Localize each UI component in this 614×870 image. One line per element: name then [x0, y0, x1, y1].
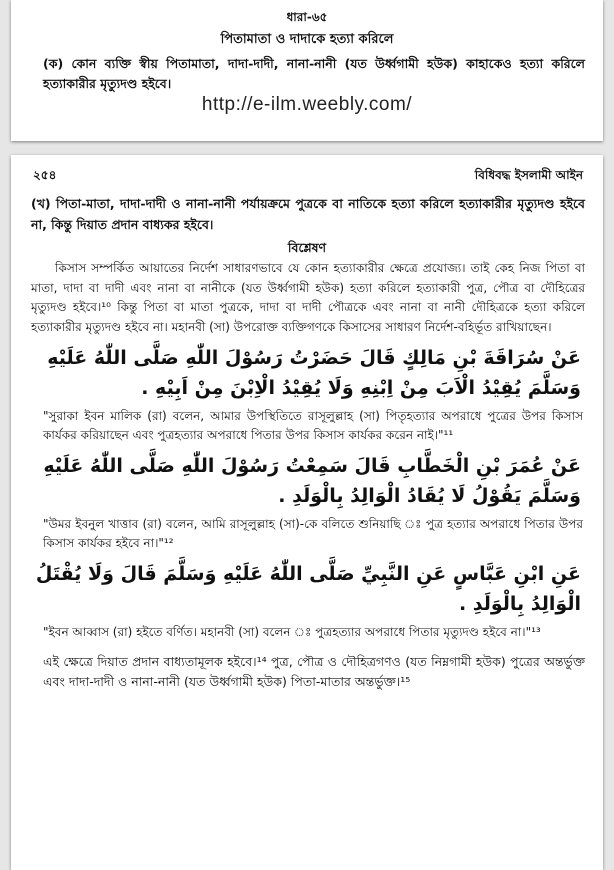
analysis-heading: বিশ্লেষণ — [287, 240, 327, 255]
page-header — [33, 167, 583, 187]
hadith-1-translation: "সুরাকা ইবন মালিক (রা) বলেন, আমার উপস্থিতিতে রাসূলুল্লাহ (সা) পিতৃহত্যার অপরাধে পুত্রের উপর কিসাস কার্যকর করিয়াছেন এবং পুত্রহত্যার অপরাধে পিতার উপর কিসাস কার্যকর করেন নাই।"¹¹ — [43, 409, 583, 442]
hadith-1-arabic: عَنْ سُرَاقَةَ بْنِ مَالِكٍ قَالَ حَضَرْتُ رَسُوْلَ اللّٰهِ صَلَّى اللّٰهُ عَلَيْهِ وَسَلَّمَ يُقِيْدُ الْاَبَ مِنْ اِبْنِهِ وَلَا يُقِيْدُ الْاِبْنَ مِنْ اَبِيْهِ . — [47, 347, 581, 399]
analysis-paragraph: কিসাস সম্পর্কিত আয়াতের নির্দেশ সাধারণভাবে যে কোন হত্যাকারীর ক্ষেত্রে প্রযোজ্য। তাই কেহ নিজ পিতা বা মাতা, দাদা বা দাদী এবং নানা বা নানীকে (যত উর্ধ্বগামী হউক) হত্যা করিলে হত্যাকারী পুত্র, পৌত্র বা দৌহিত্রের মৃত্যুদণ্ড হইবে।¹⁰ কিন্তু পিতা বা মাতা পুত্রকে, দাদা বা দাদী পৌত্রকে এবং নানা বা নানী দৌহিত্রকে হত্যা করিলে হত্যাকারীর মৃত্যুদণ্ড হইবে না। মহানবী (সা) উপরোক্ত ব্যক্তিগণকে কিসাসের সাধারণ নির্দেশ-বহির্ভূত রাখিয়াছেন। — [31, 261, 585, 334]
page-number: ২৫৪ — [33, 168, 57, 182]
top-page-card — [11, 0, 603, 141]
bottom-page-card — [11, 155, 603, 870]
clause-ka: (ক) কোন ব্যক্তি স্বীয় পিতামাতা, দাদা-দাদী, নানা-নানী (যত উর্ধ্বগামী হউক) কাহাকেও হত্যা করিলে হত্যাকারীর মৃত্যুদণ্ড হইবে। — [43, 56, 585, 91]
hadith-3-arabic: عَنِ ابْنِ عَبَّاسٍ عَنِ النَّبِيِّ صَلَّى اللّٰهُ عَلَيْهِ وَسَلَّمَ قَالَ وَلَا يُقْتَلُ الْوَالِدُ بِالْوَلَدِ . — [35, 563, 581, 615]
hadith-2-arabic: عَنْ عُمَرَ بْنِ الْخَطَّابِ قَالَ سَمِعْتُ رَسُوْلَ اللّٰهِ صَلَّى اللّٰهُ عَلَيْهِ وَسَلَّمَ يَقُوْلُ لَا يُقَادُ الْوَالِدُ بِالْوَلَدِ . — [43, 455, 581, 507]
section-number: ধারা-৬৫ — [286, 10, 328, 24]
watermark-url: http://e-ilm.weebly.com/ — [201, 94, 413, 115]
clause-kha: (খ) পিতা-মাতা, দাদা-দাদী ও নানা-নানী পর্যায়ক্রমে পুত্রকে বা নাতিকে হত্যা করিলে হত্যাকারীর মৃত্যুদণ্ড হইবে না, কিন্তু দিয়াত প্রদান বাধ্যকর হইবে। — [31, 196, 585, 232]
section-title: পিতামাতা ও দাদাকে হত্যা করিলে — [220, 32, 394, 47]
hadith-2-translation: "উমর ইবনুল খাত্তাব (রা) বলেন, আমি রাসূলুল্লাহ (সা)-কে বলিতে শুনিয়াছি ঃ পুত্র হত্যার অপরাধে পিতার উপর কিসাস কার্যকর হইবে না।"¹² — [43, 517, 583, 550]
hadith-3-translation: "ইবন আব্বাস (রা) হইতে বর্ণিত। মহানবী (সা) বলেন ঃ পুত্রহত্যার অপরাধে পিতার মৃত্যুদণ্ড হইবে না।"¹³ — [43, 625, 541, 639]
book-title: বিধিবদ্ধ ইসলামী আইন — [474, 168, 583, 182]
closing-paragraph: এই ক্ষেত্রে দিয়াত প্রদান বাধ্যতামূলক হইবে।¹⁴ পুত্র, পৌত্র ও দৌহিত্রগণও (যত নিম্নগামী হউক) পুত্রের অন্তর্ভুক্ত এবং দাদা-দাদী ও নানা-নানী (যত উর্ধ্বগামী হউক) পিতা-মাতার অন্তর্ভুক্ত।¹⁵ — [43, 654, 585, 689]
